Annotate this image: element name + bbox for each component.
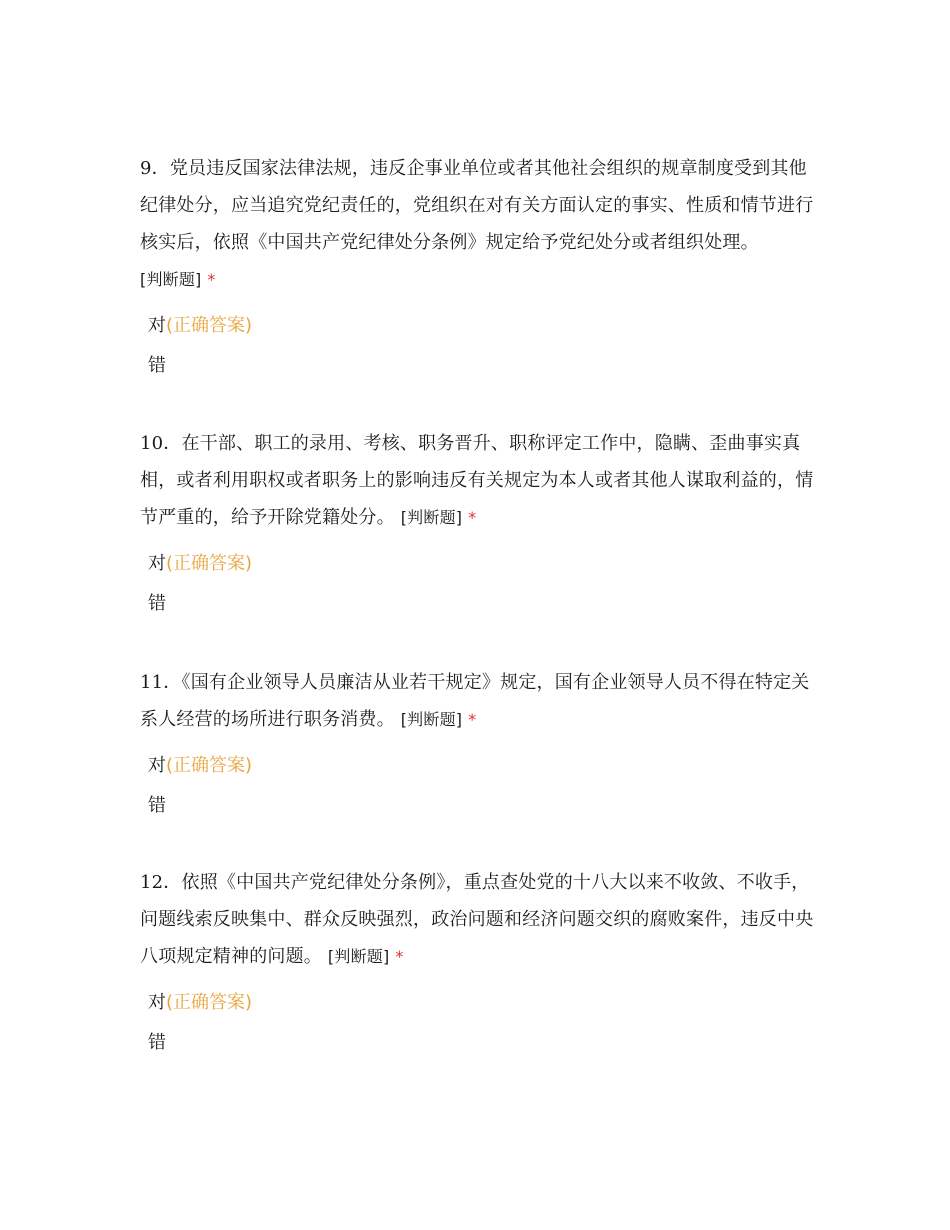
option-false[interactable] [148,346,816,386]
question-text [140,864,816,975]
question-type-label: [判断题] [327,947,390,966]
option-label: 对 [148,553,166,574]
option-label: 错 [148,355,166,376]
question-number: 10． [140,433,182,454]
option-label: 错 [148,795,166,816]
question-body: 《国有企业领导人员廉洁从业若干规定》规定，国有企业领导人员不得在特定关系人经营的场所进行职务消费。 [140,672,810,730]
correct-answer-note: (正确答案) [166,315,253,336]
option-true[interactable] [148,544,816,584]
correct-answer-note: (正确答案) [166,553,253,574]
question-11 [140,664,816,826]
option-list [140,746,816,826]
required-mark: * [395,947,404,966]
option-label: 对 [148,992,166,1013]
option-label: 错 [148,593,166,614]
question-number: 9． [140,158,170,179]
required-mark: * [468,710,477,729]
option-list [140,983,816,1063]
option-label: 对 [148,755,166,776]
correct-answer-note: (正确答案) [166,755,253,776]
option-true[interactable] [148,306,816,346]
question-body: 依照《中国共产党纪律处分条例》，重点查处党的十八大以来不收敛、不收手，问题线索反映集中、群众反映强烈，政治问题和经济问题交织的腐败案件，违反中央八项规定精神的问题。 [140,872,814,967]
required-mark: * [207,270,216,289]
question-number: 11． [140,672,182,693]
question-body: 在干部、职工的录用、考核、职务晋升、职称评定工作中，隐瞒、歪曲事实真相，或者利用职权或者职务上的影响违反有关规定为本人或者其他人谋取利益的，情节严重的，给予开除党籍处分。 [140,433,814,528]
required-mark: * [468,508,477,527]
question-10 [140,425,816,624]
question-number: 12． [140,872,182,893]
option-false[interactable] [148,786,816,826]
option-false[interactable] [148,1023,816,1063]
option-true[interactable] [148,983,816,1023]
option-false[interactable] [148,584,816,624]
question-9 [140,150,816,386]
question-text [140,425,816,536]
question-12 [140,864,816,1063]
question-type-label: [判断题] [140,270,202,289]
question-type-label: [判断题] [400,710,463,729]
option-list [140,544,816,624]
option-true[interactable] [148,746,816,786]
question-type-label: [判断题] [400,508,463,527]
question-body: 党员违反国家法律法规，违反企事业单位或者其他社会组织的规章制度受到其他纪律处分，应当追究党纪责任的，党组织在对有关方面认定的事实、性质和情节进行核实后，依照《中国共产党纪律处分条例》规定给予党纪处分或者组织处理。 [140,158,814,253]
correct-answer-note: (正确答案) [166,992,253,1013]
question-text [140,664,816,738]
option-list [140,306,816,386]
option-label: 错 [148,1032,166,1053]
option-label: 对 [148,315,166,336]
question-text [140,150,816,298]
